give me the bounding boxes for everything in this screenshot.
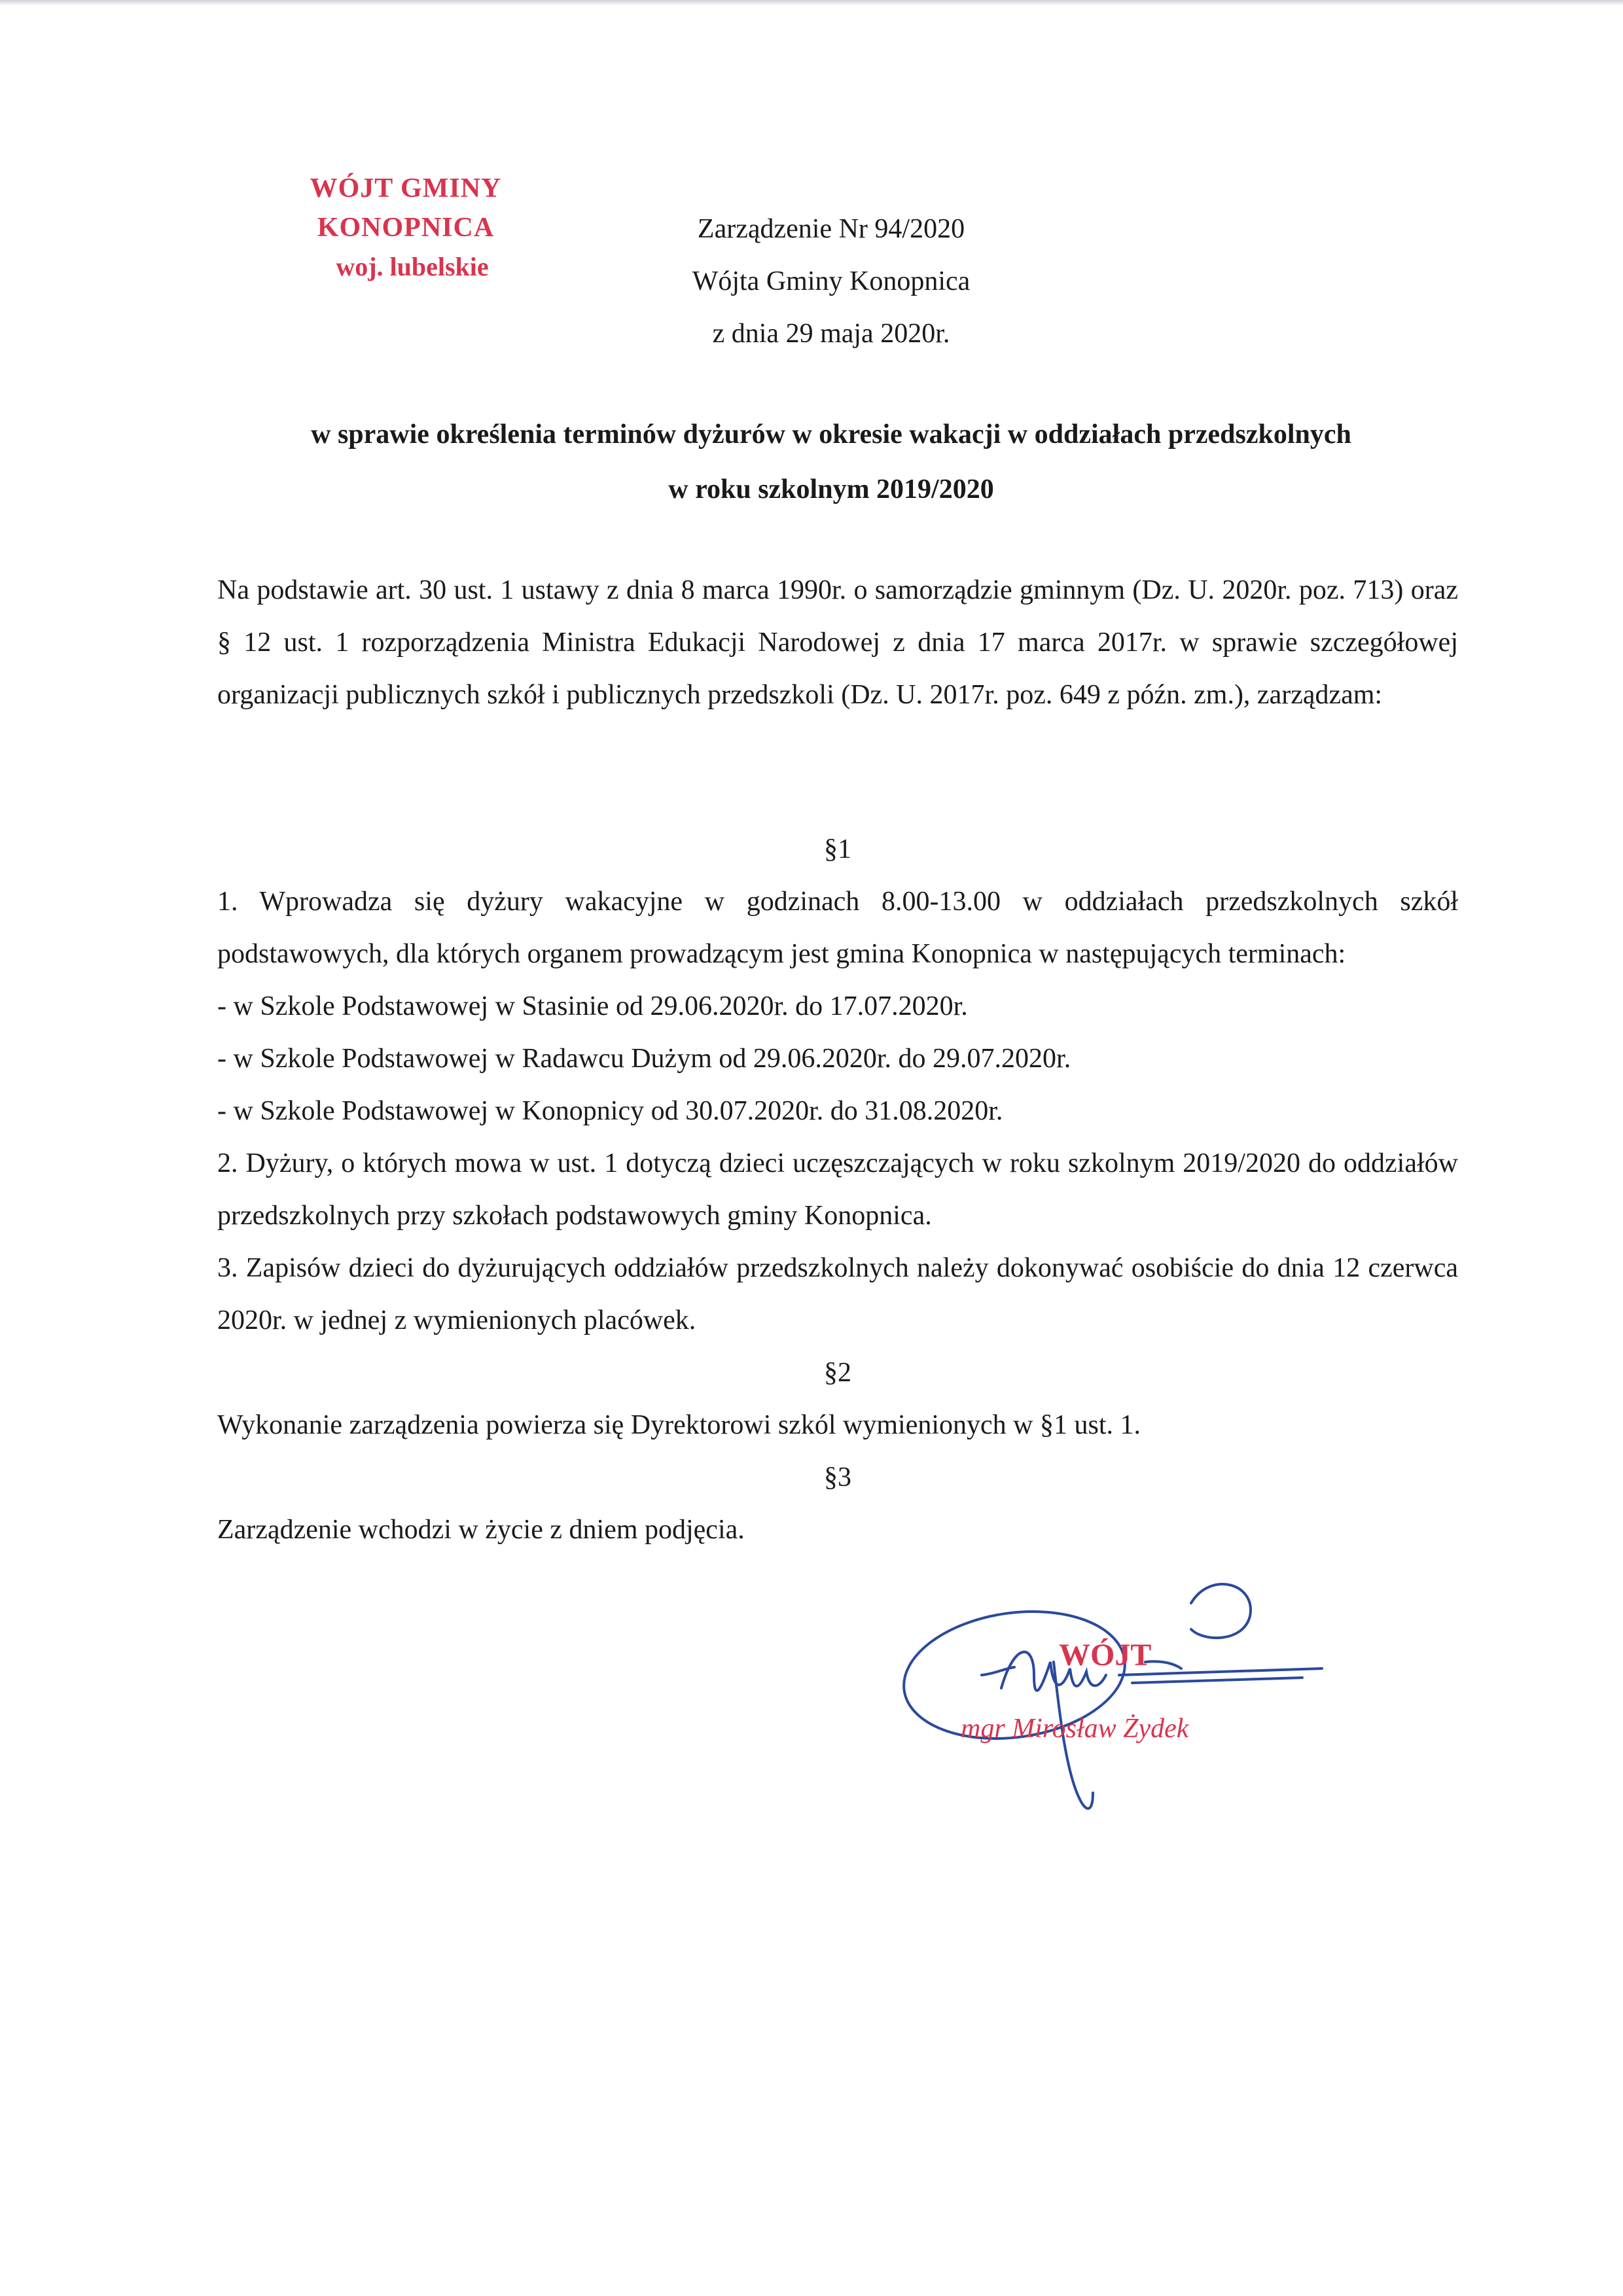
- school-schedule-item: - w Szkole Podstawowej w Konopnicy od 30.07.2020r. do 31.08.2020r.: [217, 1096, 1003, 1126]
- section-1-point-1: 1. Wprowadza się dyżury wakacyjne w godzinach 8.00-13.00 w oddziałach przedszkolnych szkół podstawowych, dla których organem prowadzącym jest gmina Konopnica w następujących terminach:: [217, 887, 1458, 969]
- school-schedule-item: - w Szkole Podstawowej w Radawcu Dużym od 29.06.2020r. do 29.07.2020r.: [217, 1044, 1071, 1074]
- title-line-2: w roku szkolnym 2019/2020: [668, 474, 994, 504]
- stamp-line-2: KONOPNICA: [317, 213, 495, 243]
- order-number: Zarządzenie Nr 94/2020: [697, 214, 965, 244]
- title-line-1: w sprawie określenia terminów dyżurów w okresie wakacji w oddziałach przedszkolnych: [311, 419, 1351, 450]
- section-3-text: Zarządzenie wchodzi w życie z dniem podjęcia.: [217, 1515, 745, 1545]
- section-2-heading: §2: [824, 1358, 851, 1388]
- section-2-text: Wykonanie zarządzenia powierza się Dyrektorowi szkól wymienionych w §1 ust. 1.: [217, 1410, 1141, 1440]
- document-header: [628, 203, 1034, 360]
- handwritten-signature: [883, 1564, 1368, 1826]
- signature-name-stamp: mgr Mirosław Żydek: [961, 1714, 1189, 1744]
- stamp-line-3: woj. lubelskie: [336, 252, 489, 281]
- section-3-heading: §3: [824, 1462, 851, 1492]
- school-schedule-item: - w Szkole Podstawowej w Stasinie od 29.06.2020r. do 17.07.2020r.: [217, 991, 968, 1021]
- office-stamp: [288, 169, 524, 287]
- stamp-line-1: WÓJT GMINY: [310, 173, 502, 203]
- legal-basis: Na podstawie art. 30 ust. 1 ustawy z dnia 8 marca 1990r. o samorządzie gminnym (Dz. U. 2020r. poz. 713) oraz § 12 ust. 1 rozporządzenia Ministra Edukacji Narodowej z dnia 17 marca 2017r. w sprawie szczegółowej organizacji publicznych szkół i publicznych przedszkoli (Dz. U. 2017r. poz. 649 z późn. zm.), zarządzam:: [217, 575, 1458, 710]
- section-1-point-2: 2. Dyżury, o których mowa w ust. 1 dotyczą dzieci uczęszczających w roku szkolnym 2019/2020 do oddziałów przedszkolnych przy szkołach podstawowych gminy Konopnica.: [217, 1148, 1458, 1231]
- signature-block: [883, 1564, 1368, 1826]
- signature-title-stamp: WÓJT: [1059, 1638, 1152, 1672]
- section-1-heading: §1: [824, 834, 851, 864]
- scan-edge: [0, 0, 1623, 5]
- order-issuer: Wójta Gminy Konopnica: [692, 266, 971, 296]
- order-date: z dnia 29 maja 2020r.: [712, 319, 950, 349]
- section-1-point-3: 3. Zapisów dzieci do dyżurujących oddziałów przedszkolnych należy dokonywać osobiście do dnia 12 czerwca 2020r. w jednej z wymienionych placówek.: [217, 1253, 1458, 1335]
- document-body: [217, 823, 1458, 1556]
- document-title: [216, 407, 1446, 517]
